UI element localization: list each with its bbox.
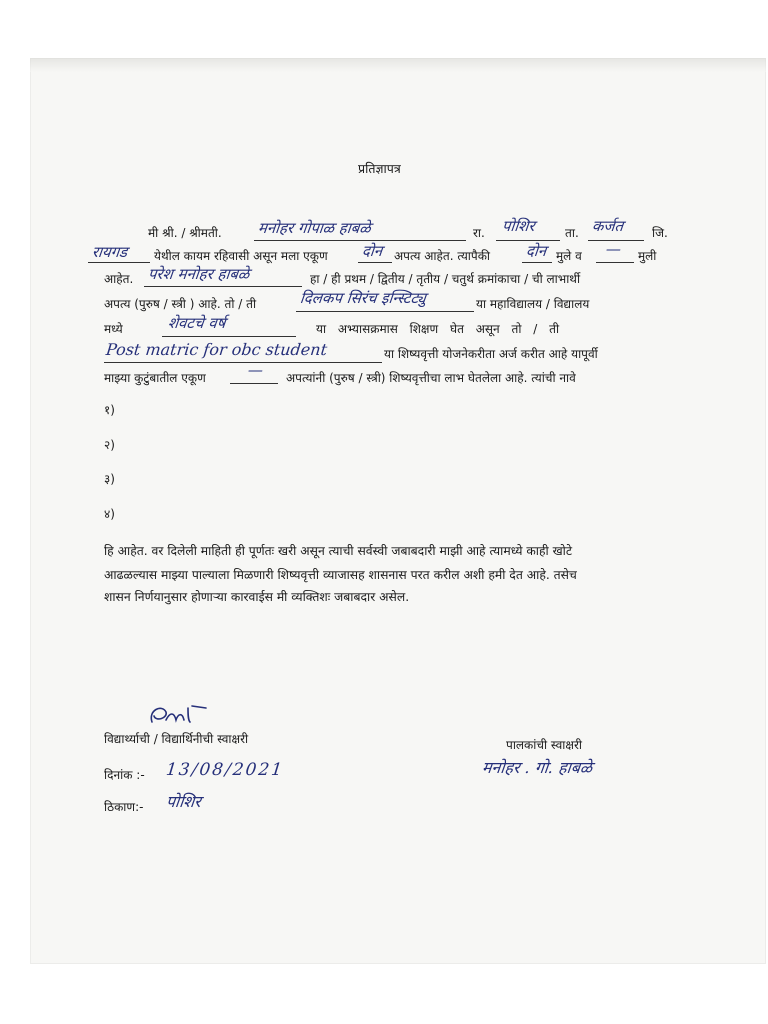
parent-signature: मनोहर . गो. हाबळे — [481, 758, 594, 777]
district-name: रायगड — [91, 243, 129, 261]
line7-prefix: माझ्या कुटुंबातील एकूण — [104, 371, 206, 385]
college-name: दिलकप सिरंच इन्स्टिट्यु — [299, 289, 427, 307]
course-underline — [162, 336, 296, 337]
line2-text-c: मुले व — [556, 249, 582, 263]
place-value: पोशिर — [165, 792, 202, 811]
village-name: पोशिर — [501, 217, 536, 235]
student-signature-label: विद्यार्थ्याची / विद्यार्थिनीची स्वाक्षरी — [104, 732, 249, 746]
ta-label: ता. — [565, 226, 579, 240]
line3-prefix: आहेत. — [104, 272, 134, 286]
line7-text: अपत्यांनी (पुरुष / स्त्री) शिष्यवृत्तीचा लाभ घेतलेला आहे. त्यांची नावे — [286, 371, 576, 385]
count-underline — [230, 383, 278, 384]
date-value: 13/08/2021 — [164, 760, 286, 780]
document-page — [30, 58, 766, 964]
date-label: दिनांक :- — [104, 768, 145, 782]
child-name: परेश मनोहर हाबळे — [147, 265, 251, 283]
taluka-name: कर्जत — [591, 217, 625, 235]
daughters-underline — [596, 262, 634, 263]
total-children: दोन — [361, 242, 384, 260]
line2-text-d: मुली — [638, 249, 657, 263]
list-item-2: २) — [104, 438, 115, 452]
line5-text: या अभ्यासक्रमास शिक्षण घेत असून तो / ती — [316, 322, 560, 336]
line4-text: या महाविद्यालय / विद्यालय — [476, 297, 590, 311]
scheme-underline — [104, 362, 382, 363]
name-underline — [254, 240, 466, 241]
line2-text-b: अपत्य आहेत. त्यापैकी — [394, 249, 491, 263]
name-prefix: मी श्री. / श्रीमती. — [148, 226, 222, 240]
college-underline — [296, 311, 474, 312]
line6-text: या शिष्यवृत्ती योजनेकरीता अर्ज करीत आहे यापूर्वी — [384, 347, 598, 361]
parent-signature-label: पालकांची स्वाक्षरी — [506, 738, 582, 752]
declaration-line-1: हि आहेत. वर दिलेली माहिती ही पूर्णतः खरी असून त्याची सर्वस्वी जबाबदारी माझी आहे त्यामध्ये काही खोटे — [104, 544, 573, 558]
declaration-line-2: आढळल्यास माझ्या पाल्याला मिळणारी शिष्यवृत्ती व्याजासह शासनास परत करील अशी हमी देत आहे. तसेच — [104, 568, 577, 582]
village-underline — [496, 240, 560, 241]
list-item-4: ४) — [104, 507, 115, 521]
ra-label: रा. — [473, 226, 485, 240]
course-name: शेवटचे वर्ष — [167, 314, 227, 332]
daughters-count: — — [605, 240, 622, 258]
previous-count: — — [247, 361, 264, 379]
ji-label: जि. — [652, 226, 668, 240]
scheme-name: Post matric for obc student — [105, 340, 329, 359]
list-item-3: ३) — [104, 472, 115, 486]
declaration-line-3: शासन निर्णयानुसार होणाऱ्या कारवाईस मी व्यक्तिशः जबाबदार असेल. — [104, 590, 410, 604]
line3-text: हा / ही प्रथम / द्वितीय / तृतीय / चतुर्थ क्रमांकाचा / ची लाभार्थी — [310, 272, 581, 286]
student-signature — [146, 700, 210, 730]
sons-underline — [522, 262, 552, 263]
place-label: ठिकाण:- — [104, 800, 144, 814]
total-underline — [358, 262, 392, 263]
sons-count: दोन — [525, 242, 548, 260]
line2-text-a: येथील कायम रहिवासी असून मला एकूण — [154, 249, 328, 263]
applicant-name: मनोहर गोपाळ हाबळे — [257, 219, 372, 237]
child-underline — [144, 286, 302, 287]
document-title: प्रतिज्ञापत्र — [358, 161, 401, 176]
line4-prefix: अपत्य (पुरुष / स्त्री ) आहे. तो / ती — [104, 297, 257, 311]
list-item-1: १) — [104, 403, 115, 417]
line5-prefix: मध्ये — [104, 322, 123, 336]
district-underline — [88, 262, 150, 263]
